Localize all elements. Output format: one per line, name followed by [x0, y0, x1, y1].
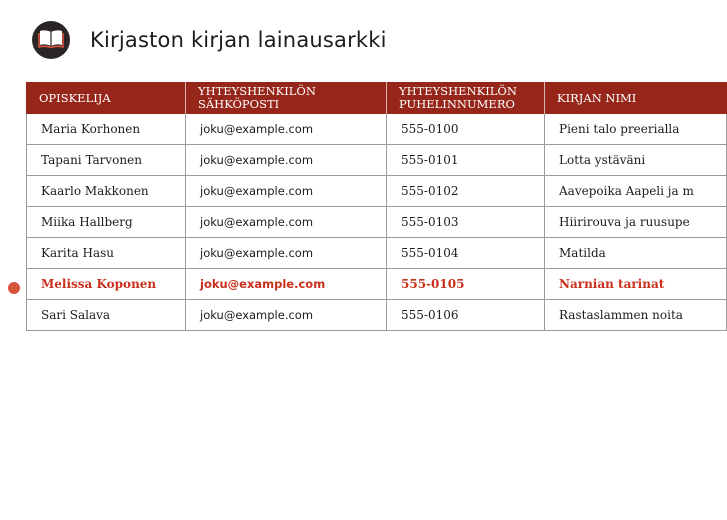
page-title: Kirjaston kirjan lainausarkki [90, 28, 387, 52]
email-cell[interactable]: joku@example.com [186, 176, 387, 207]
phone-cell[interactable]: 555-0102 [387, 176, 545, 207]
book-cell[interactable]: Pieni talo preerialla [545, 114, 727, 145]
page-header [32, 20, 387, 60]
email-cell[interactable]: joku@example.com [186, 269, 387, 300]
email-cell[interactable]: joku@example.com [186, 145, 387, 176]
table-row[interactable] [27, 114, 727, 145]
table-row[interactable] [27, 145, 727, 176]
book-cell[interactable]: Hiirirouva ja ruusupe [545, 207, 727, 238]
phone-cell[interactable]: 555-0100 [387, 114, 545, 145]
student-cell[interactable]: Sari Salava [27, 300, 186, 331]
book-cell[interactable]: Rastaslammen noita [545, 300, 727, 331]
lending-table [26, 82, 727, 331]
phone-cell[interactable]: 555-0101 [387, 145, 545, 176]
email-cell[interactable]: joku@example.com [186, 207, 387, 238]
book-cell[interactable]: Lotta ystäväni [545, 145, 727, 176]
student-cell[interactable]: Melissa Koponen [27, 269, 186, 300]
email-cell[interactable]: joku@example.com [186, 238, 387, 269]
table-row[interactable] [27, 176, 727, 207]
student-cell[interactable]: Miika Hallberg [27, 207, 186, 238]
phone-cell[interactable]: 555-0106 [387, 300, 545, 331]
phone-cell[interactable]: 555-0104 [387, 238, 545, 269]
book-cell[interactable]: Matilda [545, 238, 727, 269]
phone-cell[interactable]: 555-0105 [387, 269, 545, 300]
open-book-icon [38, 28, 64, 52]
row-marker [8, 282, 20, 294]
column-header-contact-email: YHTEYSHENKILÖN SÄHKÖPOSTI [186, 82, 387, 114]
book-cell[interactable]: Narnian tarinat [545, 269, 727, 300]
table-row[interactable] [27, 238, 727, 269]
column-header-student: OPISKELIJA [27, 82, 186, 114]
lending-table-container [26, 82, 694, 331]
table-header-row [27, 82, 727, 114]
student-cell[interactable]: Karita Hasu [27, 238, 186, 269]
email-cell[interactable]: joku@example.com [186, 114, 387, 145]
student-cell[interactable]: Kaarlo Makkonen [27, 176, 186, 207]
book-cell[interactable]: Aavepoika Aapeli ja m [545, 176, 727, 207]
logo [32, 21, 70, 59]
table-row[interactable] [27, 207, 727, 238]
email-cell[interactable]: joku@example.com [186, 300, 387, 331]
student-cell[interactable]: Tapani Tarvonen [27, 145, 186, 176]
column-header-contact-phone: YHTEYSHENKILÖN PUHELINNUMERO [387, 82, 545, 114]
phone-cell[interactable]: 555-0103 [387, 207, 545, 238]
student-cell[interactable]: Maria Korhonen [27, 114, 186, 145]
column-header-book-title: KIRJAN NIMI [545, 82, 727, 114]
table-row[interactable] [27, 300, 727, 331]
table-row-highlighted[interactable] [27, 269, 727, 300]
